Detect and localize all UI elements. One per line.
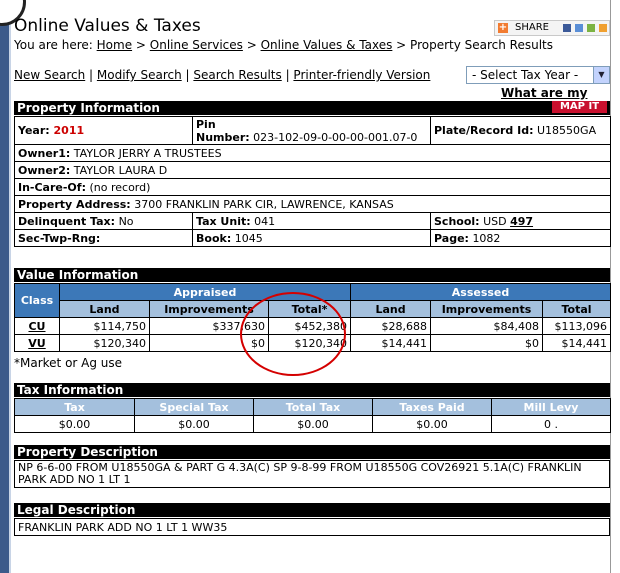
owner1-row: Owner1: TAYLOR JERRY A TRUSTEES xyxy=(15,145,611,162)
class-header: Class xyxy=(15,284,60,318)
tax-year-select[interactable]: - Select Tax Year - ▼ xyxy=(466,66,610,84)
addthis-plus-icon: + xyxy=(498,22,508,33)
property-information-table xyxy=(14,116,611,247)
breadcrumb-home[interactable]: Home xyxy=(96,38,133,52)
owner2-row: Owner2: TAYLOR LAURA D xyxy=(15,162,611,179)
legal-description-text: FRANKLIN PARK ADD NO 1 LT 1 WW35 xyxy=(15,519,610,536)
table-cell: 0 . xyxy=(492,416,611,433)
in-care-of-row: In-Care-Of: (no record) xyxy=(15,179,611,196)
left-window-strip xyxy=(0,0,11,573)
class-link-vu[interactable]: VU xyxy=(15,335,60,352)
col-header: Land xyxy=(351,301,431,318)
class-link-cu[interactable]: CU xyxy=(15,318,60,335)
breadcrumb: You are here: Home > Online Services > Online Values & Taxes > Property Search Results xyxy=(14,38,554,52)
school-cell: School: USD 497 xyxy=(431,213,611,230)
table-cell: $0.00 xyxy=(373,416,492,433)
property-information-header: Property Information xyxy=(14,101,610,115)
legal-description-header: Legal Description xyxy=(14,503,610,517)
modify-search-link[interactable]: Modify Search xyxy=(96,68,182,82)
table-cell: $113,096 xyxy=(543,318,611,335)
table-cell: $0.00 xyxy=(254,416,373,433)
table-row xyxy=(15,416,611,433)
what-are-my-taxes-link[interactable]: What are my xyxy=(501,86,588,100)
col-header: Improvements xyxy=(431,301,543,318)
property-description-table xyxy=(14,460,610,488)
col-header: Total* xyxy=(269,301,351,318)
tax-unit-cell: Tax Unit: 041 xyxy=(193,213,431,230)
property-description-header: Property Description xyxy=(14,445,610,459)
property-address-row: Property Address: 3700 FRANKLIN PARK CIR, LAWRENCE, KANSAS xyxy=(15,196,611,213)
chevron-down-icon[interactable]: ▼ xyxy=(593,67,609,83)
col-header: Total xyxy=(543,301,611,318)
table-cell: $337,630 xyxy=(150,318,269,335)
table-cell: $0.00 xyxy=(135,416,254,433)
table-cell: $14,441 xyxy=(351,335,431,352)
breadcrumb-online-values-taxes[interactable]: Online Values & Taxes xyxy=(260,38,393,52)
page-title: Online Values & Taxes xyxy=(14,16,201,36)
tax-information-header: Tax Information xyxy=(14,383,610,397)
col-header: Land xyxy=(60,301,150,318)
nav-links: New Search | Modify Search | Search Results | Printer-friendly Version xyxy=(14,68,431,82)
appraised-header: Appraised xyxy=(60,284,351,301)
plate-cell: Plate/Record Id: U18550GA xyxy=(431,117,611,145)
plate-value: U18550GA xyxy=(537,124,597,137)
table-cell: $0 xyxy=(150,335,269,352)
facebook-icon xyxy=(563,24,571,32)
property-address-value: 3700 FRANKLIN PARK CIR, LAWRENCE, KANSAS xyxy=(134,197,394,211)
pin-cell: Pin Number: 023-102-09-0-00-00-001.07-0 xyxy=(193,117,431,145)
col-header: Mill Levy xyxy=(492,399,611,416)
table-cell: $28,688 xyxy=(351,318,431,335)
table-cell: $84,408 xyxy=(431,318,543,335)
book-cell: Book: 1045 xyxy=(193,230,431,247)
share-button[interactable]: + SHARE xyxy=(494,20,610,36)
table-cell: $114,750 xyxy=(60,318,150,335)
legal-description-table xyxy=(14,518,610,536)
page-cell: Page: 1082 xyxy=(431,230,611,247)
sec-twp-rng-cell: Sec-Twp-Rng: xyxy=(15,230,193,247)
property-description-text: NP 6-6-00 FROM U18550GA & PART G 4.3A(C) SP 9-8-99 FROM U18550G COV26921 5.1A(C) FRANKLIN PARK ADD NO 1 LT 1 xyxy=(15,461,610,488)
col-header: Improvements xyxy=(150,301,269,318)
tax-information-table xyxy=(14,398,611,433)
in-care-of-value: (no record) xyxy=(89,180,151,194)
year-cell: Year: 2011 xyxy=(15,117,193,145)
col-header: Special Tax xyxy=(135,399,254,416)
school-district-link[interactable]: 497 xyxy=(510,214,534,228)
breadcrumb-current: Property Search Results xyxy=(410,38,554,52)
table-cell: $14,441 xyxy=(543,335,611,352)
value-information-header: Value Information xyxy=(14,268,610,282)
table-cell: $0.00 xyxy=(15,416,135,433)
owner2-value: TAYLOR LAURA D xyxy=(73,163,168,177)
assessed-header: Assessed xyxy=(351,284,611,301)
table-cell: $0 xyxy=(431,335,543,352)
bookmark-icon xyxy=(599,24,607,32)
search-results-link[interactable]: Search Results xyxy=(193,68,282,82)
owner1-value: TAYLOR JERRY A TRUSTEES xyxy=(73,146,222,160)
delinquent-tax-cell: Delinquent Tax: No xyxy=(15,213,193,230)
digg-icon xyxy=(587,24,595,32)
delicious-icon xyxy=(575,24,583,32)
market-use-footnote: *Market or Ag use xyxy=(14,356,123,370)
col-header: Taxes Paid xyxy=(373,399,492,416)
pin-value: 023-102-09-0-00-00-001.07-0 xyxy=(253,130,418,144)
col-header: Total Tax xyxy=(254,399,373,416)
red-annotation-circle xyxy=(240,292,346,376)
year-value: 2011 xyxy=(53,124,85,137)
printer-friendly-link[interactable]: Printer-friendly Version xyxy=(293,68,431,82)
new-search-link[interactable]: New Search xyxy=(14,68,86,82)
map-it-button[interactable]: MAP IT xyxy=(552,101,607,113)
table-cell: $120,340 xyxy=(269,335,351,352)
table-cell: $452,380 xyxy=(269,318,351,335)
table-cell: $120,340 xyxy=(60,335,150,352)
col-header: Tax xyxy=(15,399,135,416)
breadcrumb-online-services[interactable]: Online Services xyxy=(149,38,243,52)
